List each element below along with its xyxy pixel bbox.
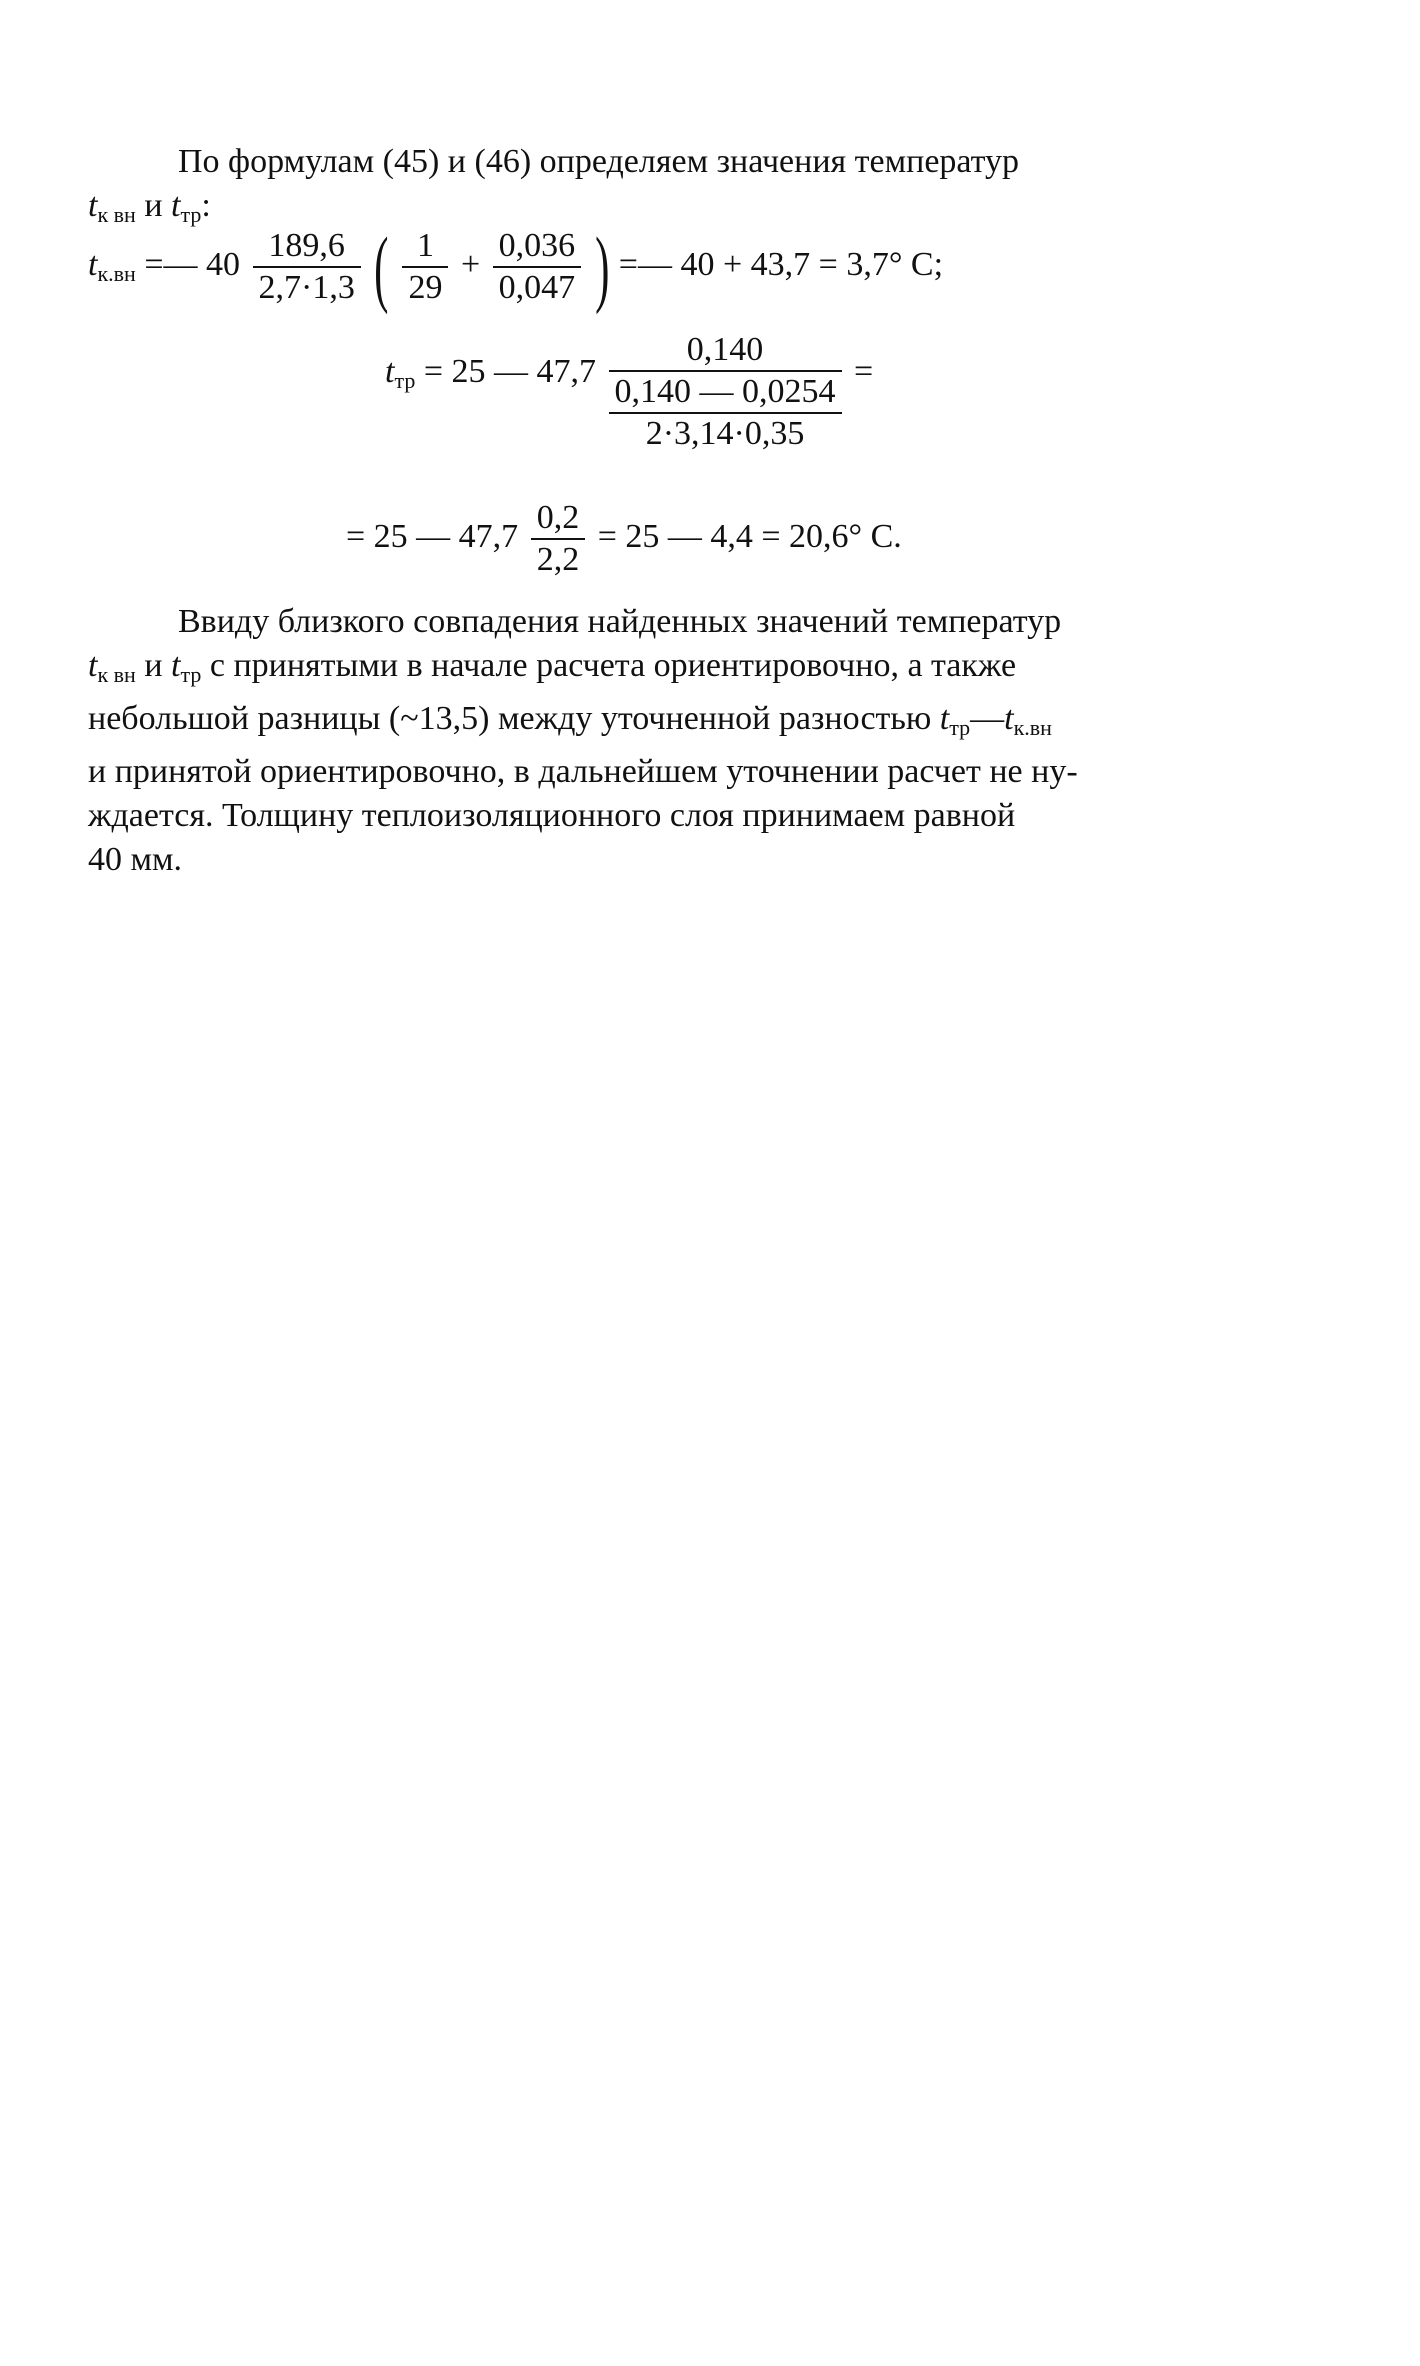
eq1-fraction-3 (493, 226, 582, 308)
subscript-k-vn: к вн (97, 202, 136, 227)
intro-line-1 (88, 140, 1270, 184)
plus-sign: + (460, 245, 481, 283)
conjunction: и (135, 187, 172, 224)
eq1-f2-numerator: 1 (402, 226, 448, 268)
eq3-fraction (531, 498, 586, 580)
var-t: t (88, 187, 98, 224)
eq2-inner-numerator: 0,140 (609, 330, 842, 372)
eq3-numerator: 0,2 (531, 498, 586, 540)
eq1-result: =— 40 + 43,7 = 3,7° С; (618, 245, 944, 283)
var-t: t (939, 700, 950, 737)
conclusion-line-4: и принятой ориентировочно, в дальнейшем уточнении расчет не ну- (88, 753, 1078, 790)
eq1-lhs-var: t (88, 245, 98, 283)
eq3-denominator: 2,2 (536, 541, 580, 578)
conclusion-line-3-text: небольшой разницы (~13,5) между уточненной разностью (88, 700, 940, 737)
conjunction: и (135, 647, 172, 684)
left-paren: ( (374, 219, 389, 315)
conclusion-paragraph (88, 600, 1270, 882)
eq1-fraction-1 (253, 226, 361, 308)
subscript-tr: тр (949, 715, 971, 740)
subscript-tr: тр (180, 202, 202, 227)
conclusion-line-2-text: с принятыми в начале расчета ориентировочно, а также (201, 647, 1017, 684)
conclusion-line-5: ждается. Толщину теплоизоляционного слоя принимаем равной (88, 797, 1016, 834)
eq2-inner-fraction (609, 330, 842, 414)
equation-t-k-vn (88, 219, 944, 315)
dash: — (970, 700, 1005, 737)
intro-text: По формулам (45) и (46) определяем значения температур (178, 143, 1020, 180)
eq3-result: = 25 — 4,4 = 20,6° С. (597, 517, 902, 555)
conclusion-line-1: Ввиду близкого совпадения найденных значений температур (178, 603, 1062, 640)
conclusion-line-3 (88, 697, 1270, 750)
eq3-part1: = 25 — 47,7 (346, 517, 519, 555)
subscript-k-vn: к вн (97, 662, 136, 687)
var-t: t (171, 647, 181, 684)
conclusion-line-6: 40 мм. (88, 841, 183, 878)
var-t: t (171, 187, 181, 224)
eq1-lhs-subscript: к.вн (97, 260, 136, 286)
right-paren: ) (594, 219, 610, 315)
eq2-lhs-var: t (385, 353, 395, 390)
eq1-part1: =— 40 (135, 245, 240, 283)
eq1-f3-denominator: 0,047 (498, 269, 576, 306)
eq2-inner-denominator: 0,140 — 0,0254 (614, 373, 836, 410)
eq2-equals: = (854, 353, 874, 390)
conclusion-line-2 (88, 644, 1270, 697)
var-t: t (88, 647, 98, 684)
eq2-outer-denominator: 2·3,14·0,35 (645, 415, 805, 452)
eq1-f3-numerator: 0,036 (493, 226, 582, 268)
equation-t-tr-result (346, 498, 902, 580)
eq1-fraction-2 (402, 226, 448, 308)
eq1-f1-denominator: 2,7·1,3 (258, 269, 355, 306)
var-t: t (1004, 700, 1014, 737)
eq1-f2-denominator: 29 (408, 269, 443, 306)
eq2-part1: = 25 — 47,7 (415, 353, 597, 390)
colon: : (201, 187, 211, 224)
subscript-k-vn: к.вн (1013, 715, 1052, 740)
eq2-lhs-subscript: тр (394, 368, 416, 393)
subscript-tr: тр (180, 662, 202, 687)
eq2-compound-fraction (609, 330, 842, 454)
equation-t-tr (385, 330, 873, 454)
eq1-f1-numerator: 189,6 (253, 226, 361, 268)
